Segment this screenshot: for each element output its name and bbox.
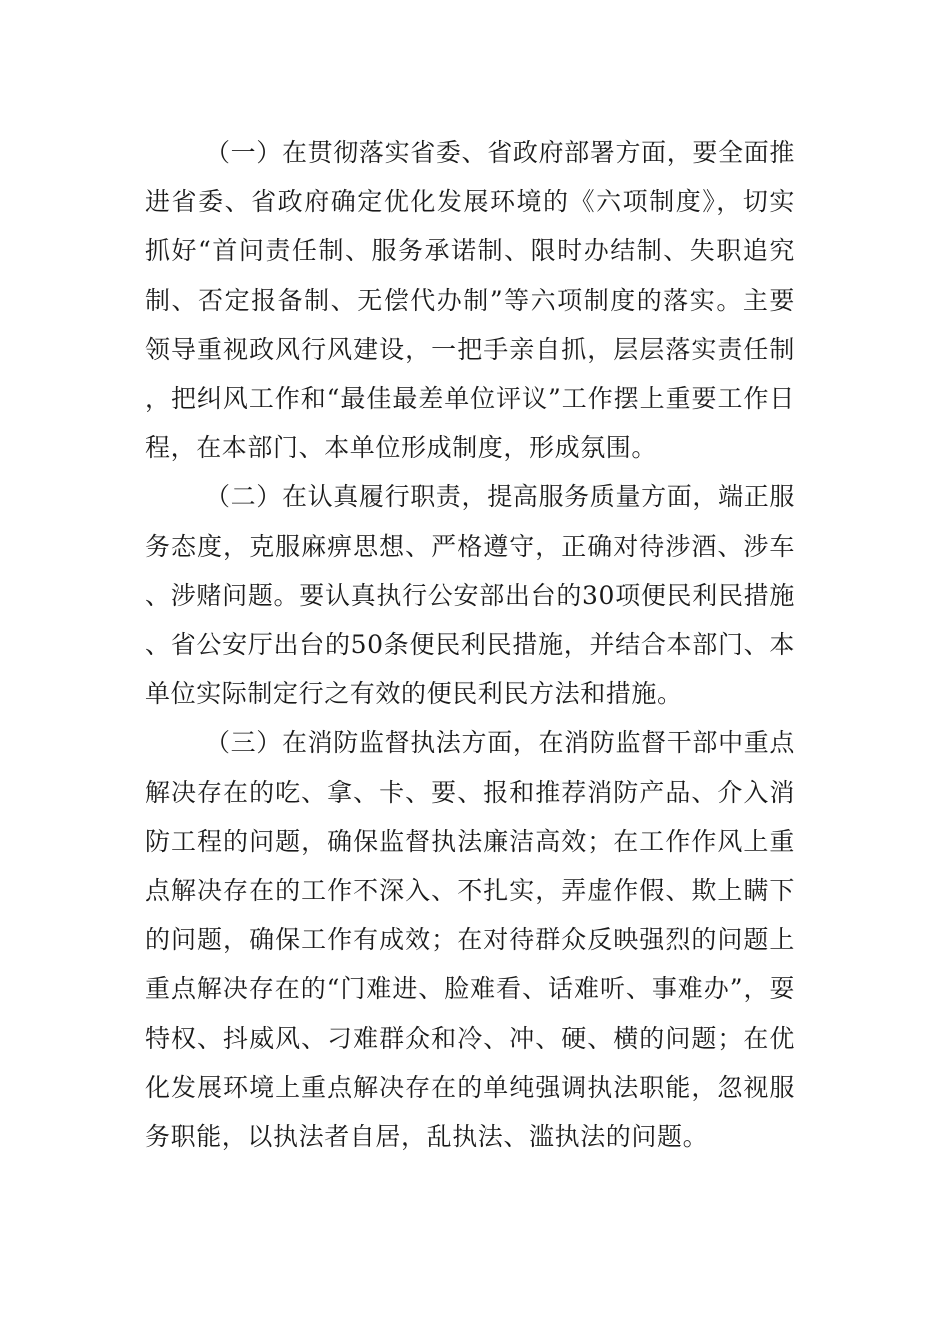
document-body <box>145 128 795 1161</box>
paragraph-3: （三）在消防监督执法方面，在消防监督干部中重点解决存在的吃、拿、卡、要、报和推荐消防产品、介入消防工程的问题，确保监督执法廉洁高效；在工作作风上重点解决存在的工作不深入、不扎实，弄虚作假、欺上瞒下的问题，确保工作有成效；在对待群众反映强烈的问题上重点解决存在的“门难进、脸难看、话难听、事难办”，耍特权、抖威风、刁难群众和冷、冲、硬、横的问题；在优化发展环境上重点解决存在的单纯强调执法职能，忽视服务职能，以执法者自居，乱执法、滥执法的问题。 <box>145 728 795 1152</box>
paragraph-1: （一）在贯彻落实省委、省政府部署方面，要全面推进省委、省政府确定优化发展环境的《六项制度》，切实抓好“首问责任制、服务承诺制、限时办结制、失职追究制、否定报备制、无偿代办制”等六项制度的落实。主要领导重视政风行风建设，一把手亲自抓，层层落实责任制，把纠风工作和“最佳最差单位评议”工作摆上重要工作日程，在本部门、本单位形成制度，形成氛围。 <box>145 138 795 463</box>
paragraph-2: （二）在认真履行职责，提高服务质量方面，端正服务态度，克服麻痹思想、严格遵守，正确对待涉酒、涉车、涉赌问题。要认真执行公安部出台的30项便民利民措施、省公安厅出台的50条便民利民措施，并结合本部门、本单位实际制定行之有效的便民利民方法和措施。 <box>145 482 795 709</box>
